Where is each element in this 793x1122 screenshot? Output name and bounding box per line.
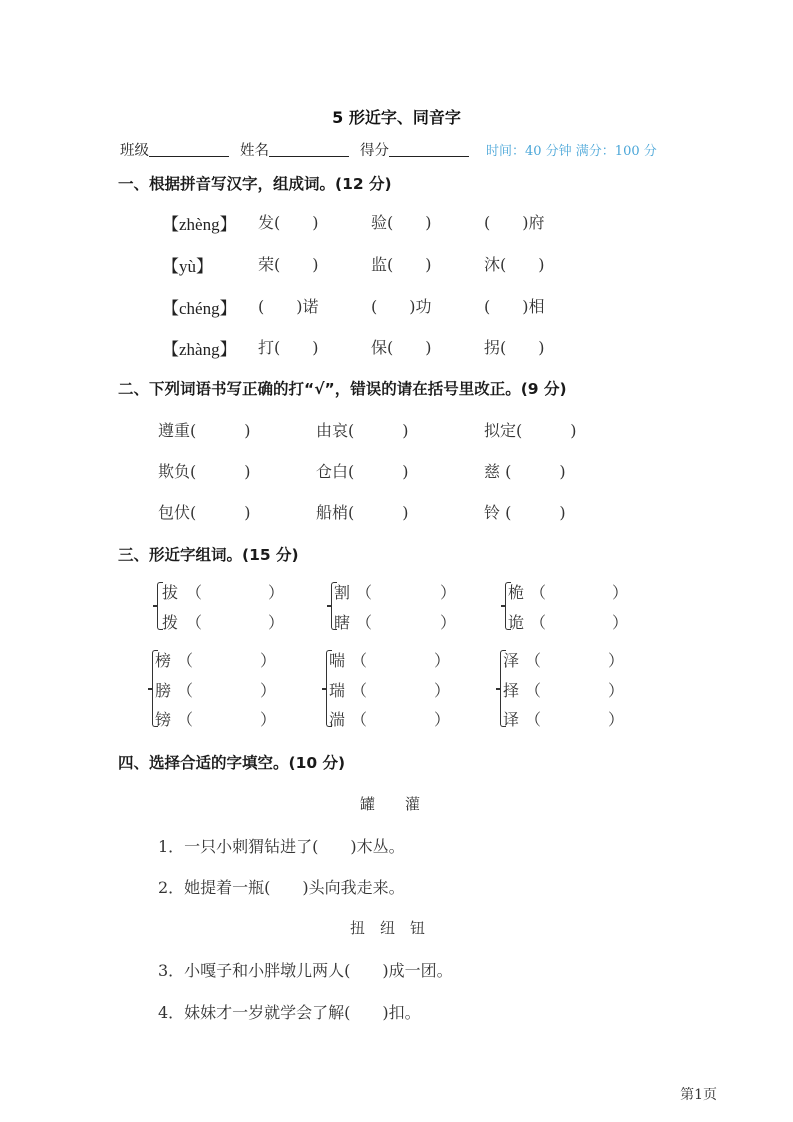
- paren-close: ）: [260, 651, 277, 670]
- correction-item[interactable]: 慈 ( ): [484, 462, 566, 481]
- paren-open[interactable]: （: [356, 613, 373, 632]
- pinyin-label: 【zhàng】: [162, 340, 237, 359]
- pinyin-label: 【chéng】: [162, 299, 237, 318]
- fill-item[interactable]: 监( ): [371, 255, 432, 274]
- fill-item[interactable]: ( )相: [484, 297, 545, 316]
- fill-item[interactable]: 发( ): [258, 213, 319, 232]
- page-title: 5 形近字、同音字: [332, 108, 461, 127]
- paren-open[interactable]: （: [177, 710, 194, 729]
- paren-open[interactable]: （: [525, 710, 542, 729]
- score-blank[interactable]: [389, 142, 469, 157]
- correction-item[interactable]: 船梢( ): [316, 503, 409, 522]
- group-char: 喘: [329, 651, 346, 670]
- group-char: 桅: [508, 583, 525, 602]
- paren-open[interactable]: （: [351, 710, 368, 729]
- paren-open[interactable]: （: [525, 681, 542, 700]
- group-char: 瑞: [329, 681, 346, 700]
- fill-item[interactable]: 保( ): [371, 338, 432, 357]
- fill-sentence[interactable]: 4．妹妹才一岁就学会了解( )扣。: [158, 1003, 421, 1022]
- paren-close: ）: [260, 681, 277, 700]
- class-label: 班级: [120, 143, 149, 159]
- paren-open[interactable]: （: [177, 681, 194, 700]
- group-char: 割: [334, 583, 351, 602]
- group-char: 膀: [155, 681, 172, 700]
- paren-close: ）: [260, 710, 277, 729]
- paren-close: ）: [608, 681, 625, 700]
- group-char: 译: [503, 710, 520, 729]
- correction-item[interactable]: 拟定( ): [484, 421, 577, 440]
- section4-heading: 四、选择合适的字填空。(10 分): [118, 754, 346, 772]
- group-char: 择: [503, 681, 520, 700]
- paren-close: ）: [440, 613, 457, 632]
- fill-sentence[interactable]: 3．小嘎子和小胖墩儿两人( )成一团。: [158, 961, 453, 980]
- group-char: 瞎: [334, 613, 351, 632]
- fill-sentence[interactable]: 1．一只小刺猬钻进了( )木丛。: [158, 837, 405, 856]
- score-field[interactable]: [360, 139, 469, 160]
- fill-item[interactable]: 打( ): [258, 338, 319, 357]
- fill-sentence[interactable]: 2．她提着一瓶( )头向我走来。: [158, 878, 405, 897]
- paren-close: ）: [434, 710, 451, 729]
- pinyin-label: 【yù】: [162, 257, 213, 276]
- paren-close: ）: [268, 613, 285, 632]
- group-char: 诡: [508, 613, 525, 632]
- paren-open[interactable]: （: [530, 613, 547, 632]
- fill-item[interactable]: ( )功: [371, 297, 432, 316]
- name-blank[interactable]: [269, 142, 349, 157]
- fill-item[interactable]: ( )诺: [258, 297, 319, 316]
- paren-open[interactable]: （: [186, 583, 203, 602]
- paren-open[interactable]: （: [356, 583, 373, 602]
- paren-open[interactable]: （: [351, 681, 368, 700]
- name-label: 姓名: [240, 143, 269, 159]
- char-options: 扭 纽 钮: [350, 919, 426, 937]
- paren-close: ）: [268, 583, 285, 602]
- class-field[interactable]: [120, 139, 229, 160]
- section1-heading: 一、根据拼音写汉字，组成词。(12 分): [118, 175, 392, 193]
- group-char: 湍: [329, 710, 346, 729]
- correction-item[interactable]: 铃 ( ): [484, 503, 566, 522]
- fill-item[interactable]: 拐( ): [484, 338, 545, 357]
- paren-close: ）: [612, 583, 629, 602]
- paren-close: ）: [440, 583, 457, 602]
- page-number: 第1页: [680, 1087, 717, 1103]
- paren-open[interactable]: （: [530, 583, 547, 602]
- fill-item[interactable]: 沐( ): [484, 255, 545, 274]
- paren-close: ）: [434, 681, 451, 700]
- name-field[interactable]: [240, 139, 349, 160]
- fill-item[interactable]: ( )府: [484, 213, 545, 232]
- group-char: 榜: [155, 651, 172, 670]
- group-char: 拔: [162, 583, 179, 602]
- correction-item[interactable]: 欺负( ): [158, 462, 251, 481]
- paren-close: ）: [612, 613, 629, 632]
- group-char: 拨: [162, 613, 179, 632]
- paren-close: ）: [608, 651, 625, 670]
- correction-item[interactable]: 由哀( ): [316, 421, 409, 440]
- section3-heading: 三、形近字组词。(15 分): [118, 546, 299, 564]
- paren-close: ）: [608, 710, 625, 729]
- char-options: 罐 灌: [360, 795, 421, 813]
- paren-close: ）: [434, 651, 451, 670]
- paren-open[interactable]: （: [525, 651, 542, 670]
- section2-heading: 二、下列词语书写正确的打“√”，错误的请在括号里改正。(9 分): [118, 380, 567, 398]
- class-blank[interactable]: [149, 142, 229, 157]
- group-char: 镑: [155, 710, 172, 729]
- correction-item[interactable]: 包伏( ): [158, 503, 251, 522]
- exam-meta: 时间：40 分钟 满分：100 分: [486, 144, 657, 159]
- paren-open[interactable]: （: [186, 613, 203, 632]
- paren-open[interactable]: （: [177, 651, 194, 670]
- score-label: 得分: [360, 143, 389, 159]
- group-char: 泽: [503, 651, 520, 670]
- correction-item[interactable]: 仓白( ): [316, 462, 409, 481]
- pinyin-label: 【zhèng】: [162, 215, 237, 234]
- paren-open[interactable]: （: [351, 651, 368, 670]
- fill-item[interactable]: 荣( ): [258, 255, 319, 274]
- correction-item[interactable]: 遵重( ): [158, 421, 251, 440]
- fill-item[interactable]: 验( ): [371, 213, 432, 232]
